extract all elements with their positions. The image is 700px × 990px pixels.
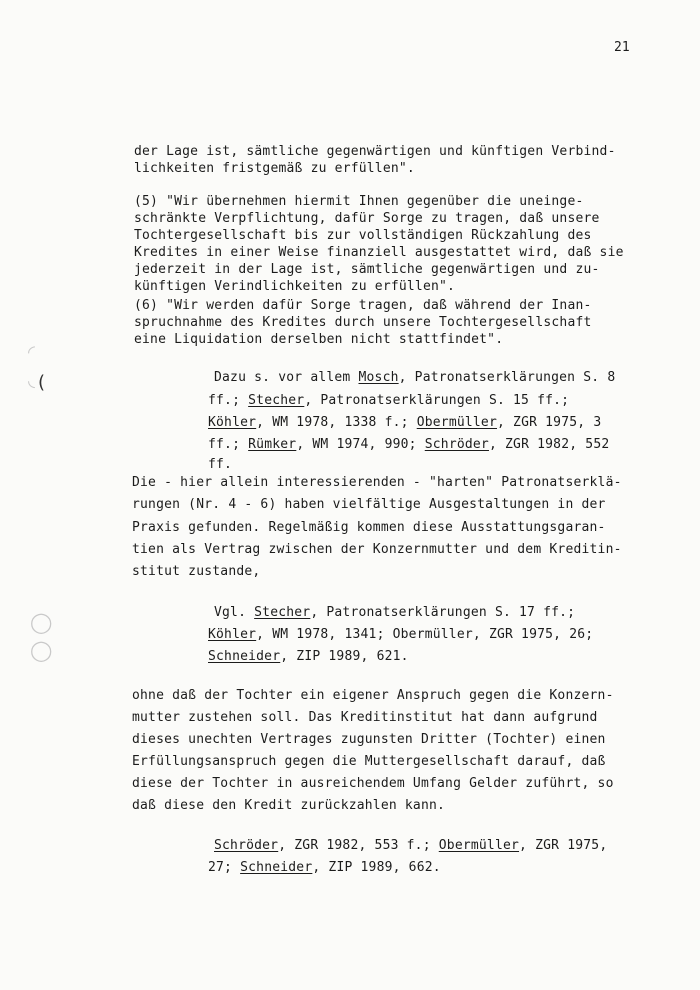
text-line: dieses unechten Vertrages zugunsten Dritter (Tochter) einen: [132, 732, 606, 747]
author-name: Obermüller: [438, 838, 520, 853]
text-line: spruchnahme des Kredites durch unsere Tochtergesellschaft: [134, 315, 592, 330]
citation-text: , ZGR 1975, 3: [497, 415, 602, 430]
punch-hole-mark: ◯: [30, 610, 53, 634]
author-name: Obermüller: [416, 415, 497, 430]
text-line: (6) "Wir werden dafür Sorge tragen, daß während der Inan-: [134, 298, 592, 313]
citation-text: Dazu s. vor allem: [214, 370, 359, 385]
author-name: Schneider: [240, 860, 313, 875]
citation-line: [208, 392, 569, 410]
text-line: Praxis gefunden. Regelmäßig kommen diese Ausstattungsgaran-: [132, 520, 606, 535]
text-line: Erfüllungsanspruch gegen die Muttergesellschaft darauf, daß: [132, 754, 606, 769]
citation-text: , ZGR 1982, 553 f.;: [278, 838, 439, 853]
citation-line: [214, 604, 575, 622]
citation-text: , Patronatserklärungen S. 8: [398, 370, 616, 385]
citation-line: ff.: [208, 457, 233, 472]
author-name: Schneider: [208, 649, 281, 664]
page-number: 21: [614, 40, 630, 55]
citation-text: , WM 1978, 1341; Obermüller, ZGR 1975, 26;: [256, 627, 594, 642]
text-line: schränkte Verpflichtung, dafür Sorge zu tragen, daß unsere: [134, 211, 600, 226]
citation-text: ff.;: [208, 437, 249, 452]
punch-hole-mark: ◟: [28, 370, 35, 391]
text-line: mutter zustehen soll. Das Kreditinstitut hat dann aufgrund: [132, 710, 598, 725]
citation-text: 27;: [208, 860, 241, 875]
punch-hole-mark: ◜: [28, 342, 35, 363]
citation-text: ff.;: [208, 393, 249, 408]
citation-text: , WM 1974, 990;: [296, 437, 425, 452]
author-name: Schröder: [424, 437, 489, 452]
punch-hole-mark: ◯: [30, 638, 53, 662]
citation-text: , Patronatserklärungen S. 17 ff.;: [310, 605, 576, 620]
text-line: Die - hier allein interessierenden - "harten" Patronatserklä-: [132, 475, 622, 490]
author-name: Rümker: [248, 437, 297, 452]
text-line: (5) "Wir übernehmen hiermit Ihnen gegenüber die uneinge-: [134, 194, 584, 209]
text-line: Kredites in einer Weise finanziell ausgestattet wird, daß sie: [134, 245, 624, 260]
citation-text: , ZGR 1975,: [519, 838, 608, 853]
author-name: Stecher: [254, 605, 311, 620]
text-line: jederzeit in der Lage ist, sämtliche gegenwärtigen und zu-: [134, 262, 600, 277]
citation-text: , ZIP 1989, 662.: [312, 860, 441, 875]
text-line: diese der Tochter in ausreichendem Umfang Gelder zuführt, so: [132, 776, 614, 791]
author-name: Stecher: [248, 393, 305, 408]
text-line: tien als Vertrag zwischen der Konzernmutter und dem Kreditin-: [132, 542, 622, 557]
text-line: ohne daß der Tochter ein eigener Anspruch gegen die Konzern-: [132, 688, 614, 703]
text-line: künftigen Verindlichkeiten zu erfüllen".: [134, 279, 456, 294]
text-line: der Lage ist, sämtliche gegenwärtigen und künftigen Verbind-: [134, 144, 616, 159]
text-line: eine Liquidation derselben nicht stattfindet".: [134, 332, 504, 347]
margin-parenthesis: (: [38, 372, 46, 393]
author-name: Mosch: [358, 370, 399, 385]
citation-text: , ZIP 1989, 621.: [280, 649, 409, 664]
text-line: Tochtergesellschaft bis zur vollständigen Rückzahlung des: [134, 228, 592, 243]
text-line: lichkeiten fristgemäß zu erfüllen".: [134, 161, 415, 176]
author-name: Köhler: [208, 627, 257, 642]
author-name: Köhler: [208, 415, 257, 430]
citation-line: [208, 648, 409, 666]
text-line: daß diese den Kredit zurückzahlen kann.: [132, 798, 446, 813]
citation-text: Vgl.: [214, 605, 255, 620]
citation-text: , WM 1978, 1338 f.;: [256, 415, 417, 430]
citation-line: [208, 626, 593, 644]
citation-line: [214, 369, 615, 387]
text-line: stitut zustande,: [132, 564, 261, 579]
citation-text: , Patronatserklärungen S. 15 ff.;: [304, 393, 570, 408]
citation-text: , ZGR 1982, 552: [488, 437, 610, 452]
text-line: rungen (Nr. 4 - 6) haben vielfältige Ausgestaltungen in der: [132, 497, 606, 512]
author-name: Schröder: [214, 838, 279, 853]
citation-line: [208, 859, 441, 877]
citation-line: [214, 837, 607, 855]
citation-line: [208, 414, 601, 432]
citation-line: [208, 436, 609, 454]
